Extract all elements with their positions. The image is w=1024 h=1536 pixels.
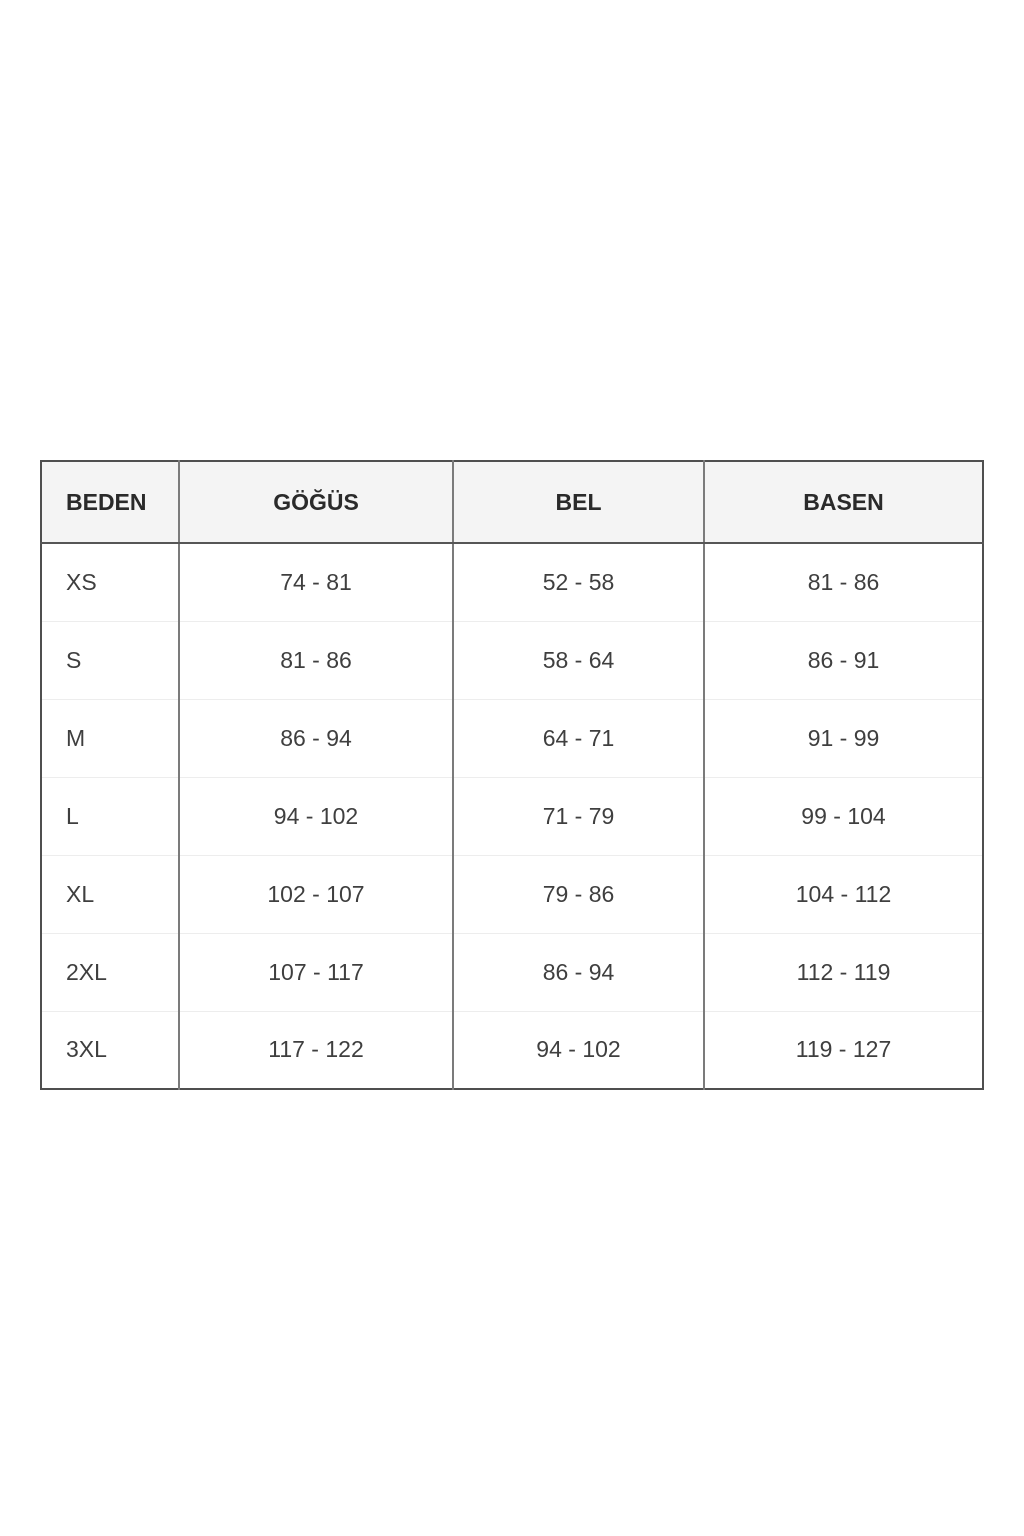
size-label-cell: M bbox=[41, 699, 179, 777]
measurement-cell: 86 - 94 bbox=[179, 699, 453, 777]
size-label-cell: 2XL bbox=[41, 933, 179, 1011]
measurement-cell: 104 - 112 bbox=[704, 855, 983, 933]
table-row bbox=[41, 621, 983, 699]
measurement-cell: 119 - 127 bbox=[704, 1011, 983, 1089]
table-row bbox=[41, 855, 983, 933]
size-chart bbox=[40, 460, 982, 1086]
table-row bbox=[41, 777, 983, 855]
size-chart-table bbox=[40, 460, 984, 1090]
measurement-cell: 94 - 102 bbox=[179, 777, 453, 855]
measurement-cell: 94 - 102 bbox=[453, 1011, 704, 1089]
header-cell-bel: BEL bbox=[453, 461, 704, 543]
header-row bbox=[41, 461, 983, 543]
measurement-cell: 99 - 104 bbox=[704, 777, 983, 855]
measurement-cell: 52 - 58 bbox=[453, 543, 704, 621]
measurement-cell: 91 - 99 bbox=[704, 699, 983, 777]
measurement-cell: 71 - 79 bbox=[453, 777, 704, 855]
table-row bbox=[41, 933, 983, 1011]
size-label-cell: 3XL bbox=[41, 1011, 179, 1089]
table-row bbox=[41, 543, 983, 621]
measurement-cell: 58 - 64 bbox=[453, 621, 704, 699]
table-row bbox=[41, 699, 983, 777]
measurement-cell: 86 - 91 bbox=[704, 621, 983, 699]
table-body bbox=[41, 543, 983, 1089]
size-label-cell: XS bbox=[41, 543, 179, 621]
measurement-cell: 112 - 119 bbox=[704, 933, 983, 1011]
measurement-cell: 79 - 86 bbox=[453, 855, 704, 933]
header-cell-beden: BEDEN bbox=[41, 461, 179, 543]
size-label-cell: S bbox=[41, 621, 179, 699]
measurement-cell: 107 - 117 bbox=[179, 933, 453, 1011]
measurement-cell: 86 - 94 bbox=[453, 933, 704, 1011]
header-cell-basen: BASEN bbox=[704, 461, 983, 543]
size-label-cell: L bbox=[41, 777, 179, 855]
measurement-cell: 64 - 71 bbox=[453, 699, 704, 777]
measurement-cell: 81 - 86 bbox=[179, 621, 453, 699]
measurement-cell: 117 - 122 bbox=[179, 1011, 453, 1089]
table-row bbox=[41, 1011, 983, 1089]
header-cell-gogus: GÖĞÜS bbox=[179, 461, 453, 543]
measurement-cell: 74 - 81 bbox=[179, 543, 453, 621]
measurement-cell: 81 - 86 bbox=[807, 568, 880, 595]
measurement-cell: 102 - 107 bbox=[179, 855, 453, 933]
size-label-cell: XL bbox=[41, 855, 179, 933]
